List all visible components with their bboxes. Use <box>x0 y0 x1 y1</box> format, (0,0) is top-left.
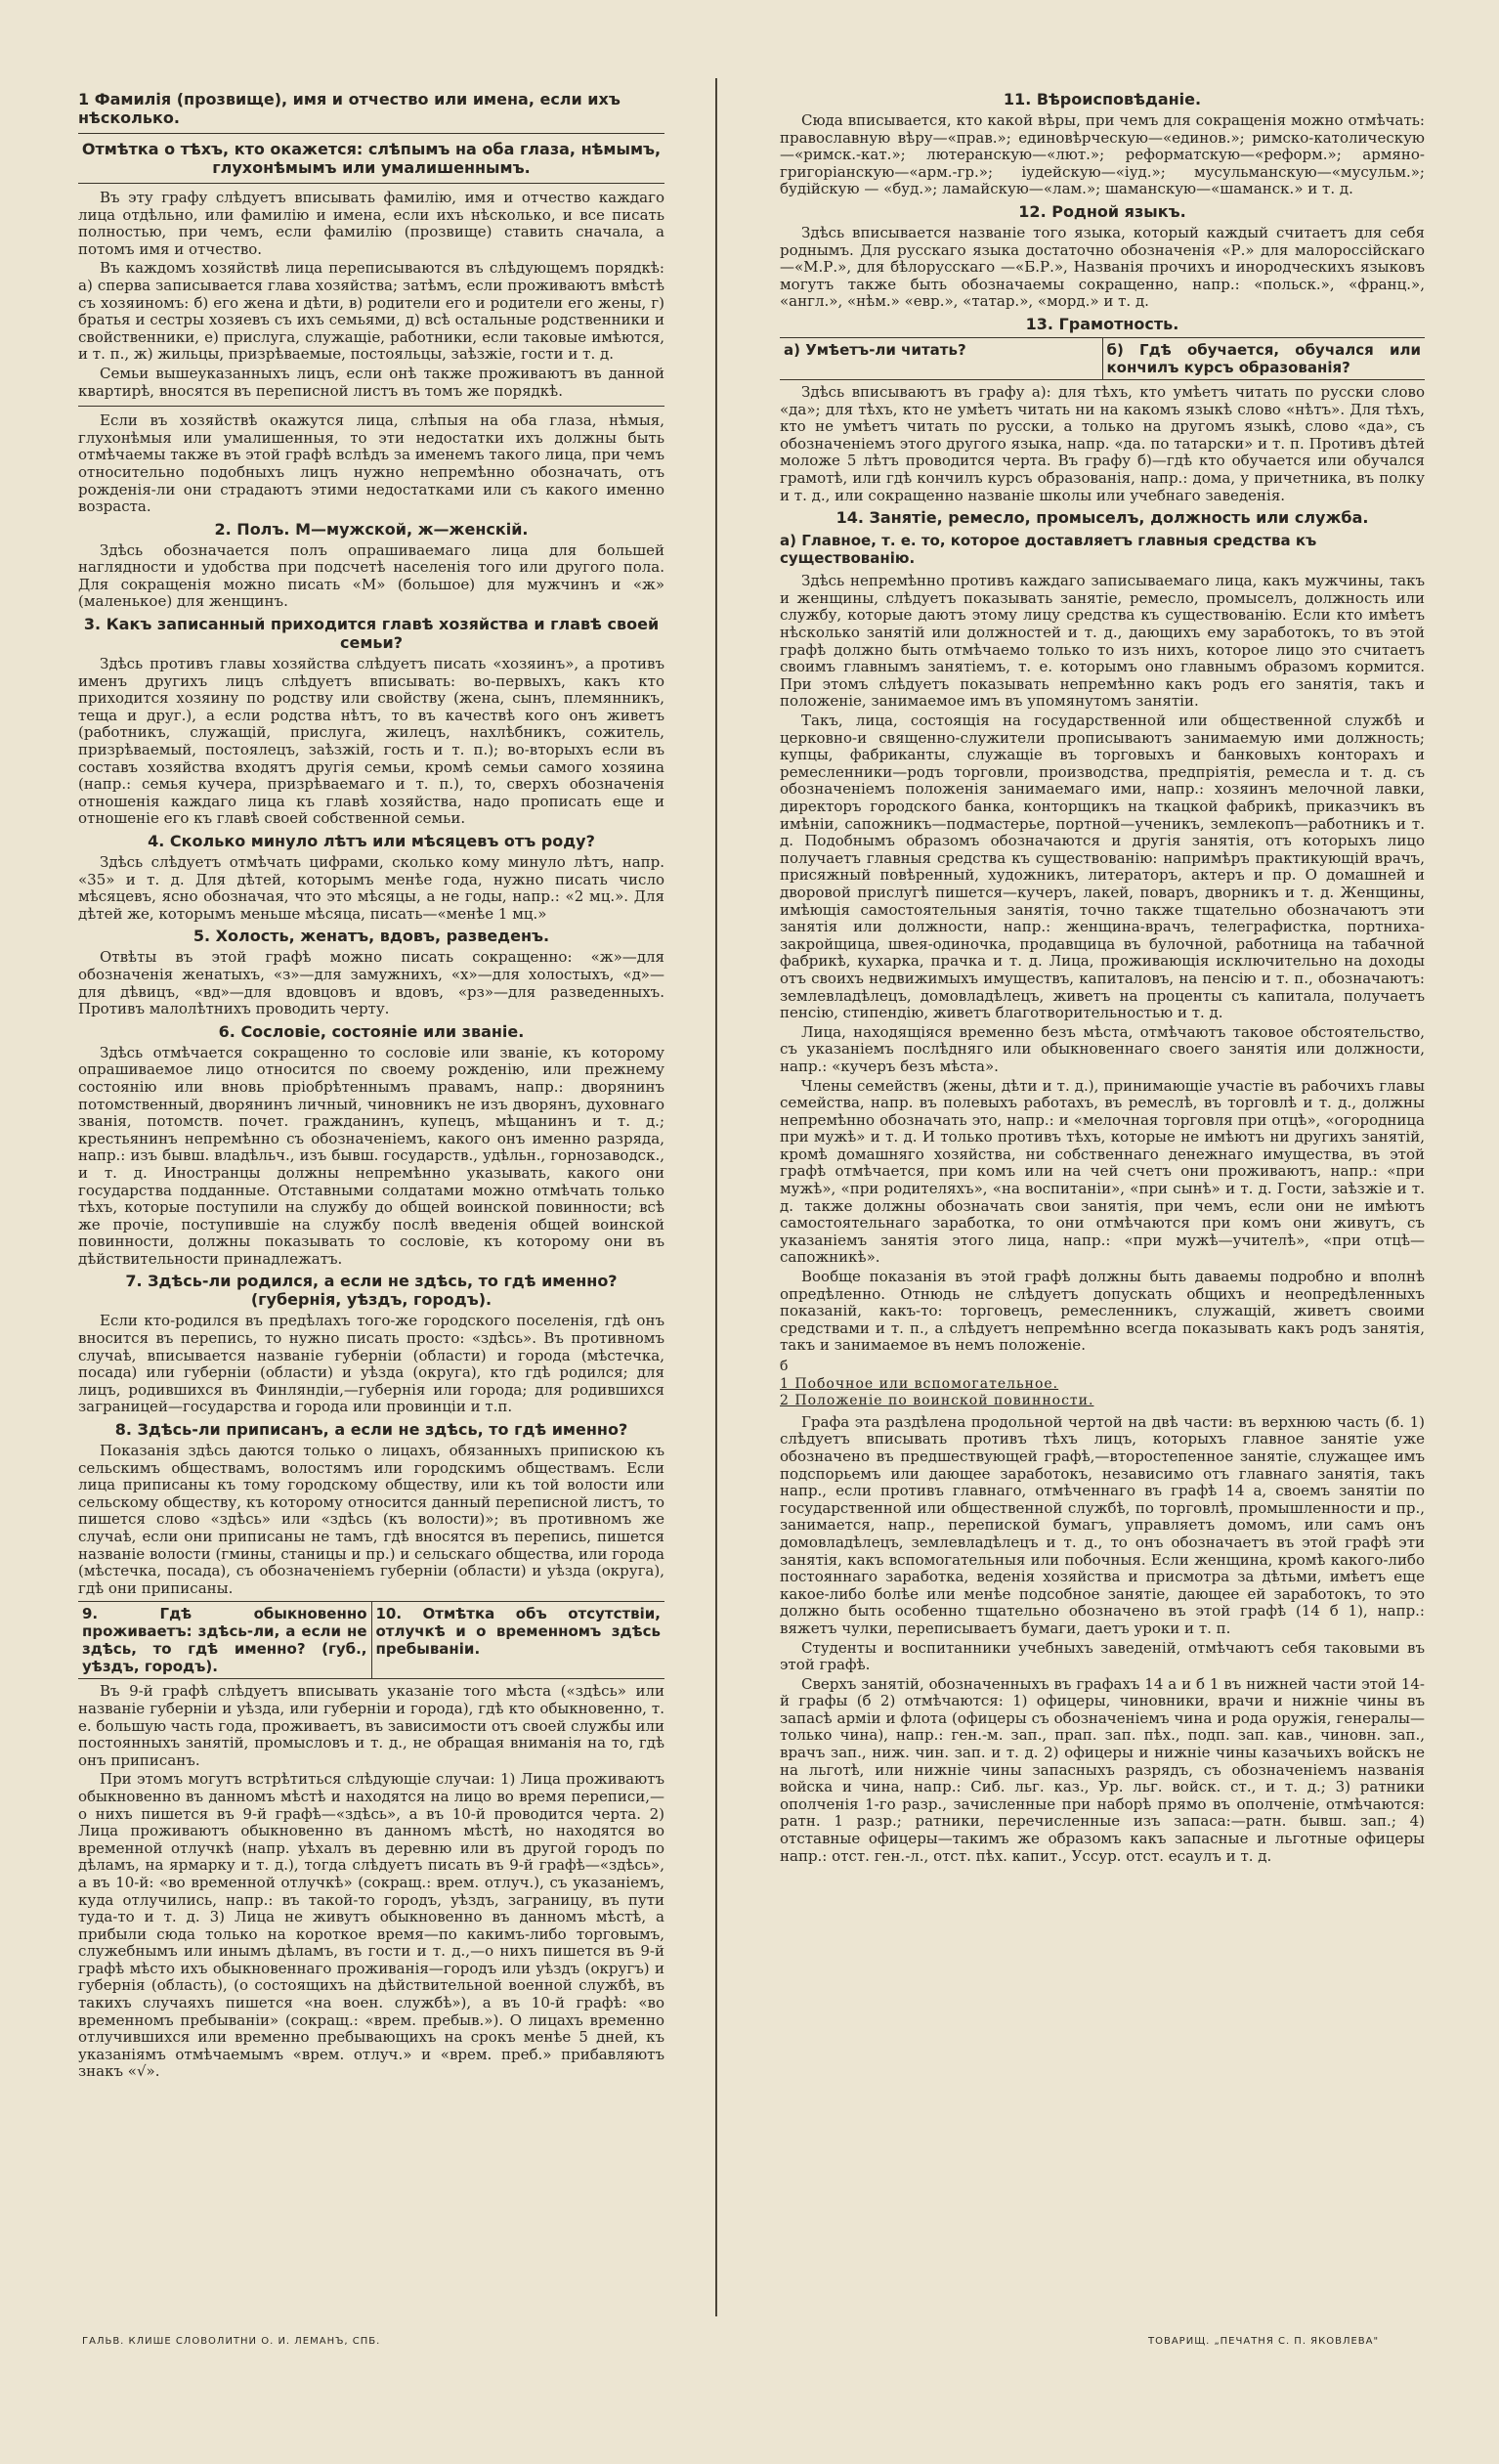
section-14-b2: 2 Положеніе по воинской повинности. <box>780 1393 1094 1409</box>
section-14-b-prefix: б <box>780 1359 790 1374</box>
divider <box>78 406 664 407</box>
printer-credit-right: ТОВАРИЩ. „ПЕЧАТНЯ С. П. ЯКОВЛЕВА" <box>1148 2336 1380 2347</box>
paragraph: При этомъ могутъ встрѣтиться слѣдующіе случаи: 1) Лица проживаютъ обыкновенно въ данномъ мѣстѣ и находятся на лицо во время переписи,—о нихъ пишется въ 9-й графѣ—«здѣсь», а въ 10-й проводится черта. 2) Лица проживаютъ обыкновенно въ данномъ мѣстѣ, но находятся во временной отлучкѣ (напр. уѣхалъ въ деревню или въ другой городъ по дѣламъ, на ярмарку и т. д.), тогда слѣдуетъ писать въ 9-й графѣ—«здѣсь», а въ 10-й: «во временной отлучкѣ» (сокращ.: врем. отлуч.), съ указаніемъ, куда отлучились, напр.: въ такой-то городъ, уѣздъ, заграницу, въ пути туда-то и т. д. 3) Лица не живутъ обыкновенно въ данномъ мѣстѣ, а прибыли сюда только на короткое время—по какимъ-либо торговымъ, служебнымъ или инымъ дѣламъ, въ гости и т. д.,—о нихъ пишется въ 9-й графѣ мѣсто ихъ обыкновеннаго проживанія—городъ или уѣздъ (округъ) и губернія (область), (о состоящихъ на дѣйствительной военной службѣ, въ такихъ случаяхъ пишется «на воен. службѣ»), а въ 10-й графѣ: «во временномъ пребываніи» (сокращ.: «врем. пребыв.»). О лицахъ временно отлучившихся или временно пребывающихъ на срокъ менѣе 5 дней, къ указаніямъ отмѣчаемымъ «врем. отлуч.» и «врем. преб.» прибавляютъ знакъ «√». <box>78 1770 664 2081</box>
paragraph: Здѣсь отмѣчается сокращенно то сословіе или званіе, къ которому опрашиваемое лицо относится по своему рожденію, или прежнему состоянію или вновь пріобрѣтеннымъ правамъ, напр.: дворянинъ потомственный, дворянинъ личный, чиновникъ не изъ дворянъ, духовнаго званія, потомств. почет. гражданинъ, купецъ, мѣщанинъ и т. д.; крестьянинъ непремѣнно съ обозначеніемъ, какого онъ именно разряда, напр.: изъ бывш. владѣльч., изъ бывш. государств., удѣльн., горнозаводск., и т. д. Иностранцы должны непремѣнно указывать, какого они государства подданные. Отставными солдатами можно отмѣчать только тѣхъ, которые поступили на службу до общей воинской повинности; всѣ же прочіе, поступившіе на службу послѣ введенія общей воинской повинности, должны показывать то сословіе, къ которому они въ дѣйствительности принадлежатъ. <box>78 1043 664 1268</box>
column-divider <box>715 78 717 2316</box>
section-13-title: 13. Грамотность. <box>1025 314 1179 333</box>
paragraph: Члены семействъ (жены, дѣти и т. д.), принимающіе участіе въ рабочихъ главы семейства, напр. въ полевыхъ работахъ, въ ремеслѣ, въ торговлѣ и т. д., должны непремѣнно обозначать это, напр.: и «мелочная торговля при отцѣ», «огородница при мужѣ» и т. д. И только противъ тѣхъ, которые не имѣютъ ни другихъ занятій, кромѣ домашняго хозяйства, ни собственнаго денежнаго имущества, въ этой графѣ отмѣчается, при комъ или на чей счетъ они проживаютъ, напр.: «при мужѣ», «при родителяхъ», «на воспитаніи», «при сынѣ» и т. д. Гости, заѣзжіе и т. д. также должны обозначать свои занятія, при чемъ, если они не имѣютъ самостоятельнаго заработка, то они отмѣчаются при комъ они живутъ, съ указаніемъ занятія этого лица, напр.: «при мужѣ—учителѣ», «при отцѣ—сапожникѣ». <box>780 1076 1425 1267</box>
section-2-title: 2. Полъ. М—мужской, ж—женскій. <box>214 519 529 539</box>
paragraph: Здѣсь слѣдуетъ отмѣчать цифрами, сколько кому минуло лѣтъ, напр. «35» и т. д. Для дѣтей, которымъ менѣе года, нужно писать число мѣсяцевъ, ясно обозначая, что это мѣсяцы, а не годы, напр.: «2 мц.». Для дѣтей же, которымъ меньше мѣсяца, писать—«менѣе 1 мц.» <box>78 853 664 923</box>
paragraph: Такъ, лица, состоящія на государственной или общественной службѣ и церковно-и священно-служители прописываютъ занимаемую ими должность; купцы, фабриканты, служащіе въ торговыхъ и банковыхъ конторахъ и ремесленники—родъ торговли, производства, предпріятія, ремесла и т. д. съ обозначеніемъ положенія занимаемаго ими, напр.: хозяинъ мелочной лавки, директоръ городского банка, конторщикъ на ткацкой фабрикѣ, приказчикъ въ имѣніи, сапожникъ—подмастерье, портной—ученикъ, землекопъ—работникъ и т. д. Подобнымъ образомъ обозначаются и другія занятія, отъ которыхъ лицо получаетъ главныя средства къ существованію: напримѣръ практикующій врачъ, присяжный повѣренный, художникъ, литераторъ, актеръ и пр. О домашней и дворовой прислугѣ пишется—кучеръ, лакей, поваръ, дворникъ и т. д. Женщины, имѣющія самостоятельныя занятія, точно также тщательно обозначаютъ эти занятія или должности, напр.: женщина-врачъ, телеграфистка, портниха-закройщица, швея-одиночка, продавщица въ булочной, работница на табачной фабрикѣ, кухарка, прачка и т. д. Лица, проживающія исключительно на доходы отъ своихъ недвижимыхъ имуществъ, капиталовъ, на пенсію и т. п., обозначаютъ: землевладѣлецъ, домовладѣлецъ, живетъ на проценты съ капитала, получаетъ пенсію, стипендію, живетъ благотворительностью и т. д. <box>780 712 1425 1022</box>
paragraph: Вообще показанія въ этой графѣ должны быть даваемы подробно и вполнѣ опредѣленно. Отнюдь не слѣдуетъ допускать общихъ и неопредѣленныхъ показаній, какъ-то: торговецъ, ремесленникъ, служащій, живетъ своими средствами и т. п., а слѣдуетъ непремѣнно всегда показывать какъ родъ занятія, такъ и занимаемое въ немъ положеніе. <box>780 1268 1425 1355</box>
section-14-a: а) Главное, т. е. то, которое доставляетъ главныя средства къ существованію. <box>780 532 1317 567</box>
paragraph: Здѣсь непремѣнно противъ каждаго записываемаго лица, какъ мужчины, такъ и женщины, слѣдуетъ показывать занятіе, ремесло, промыселъ, должность или службу, которые даютъ этому лицу средства къ существованію. Если кто имѣетъ нѣсколько занятій или должностей и т. д., дающихъ ему заработокъ, то въ этой графѣ должно быть отмѣчаемо только то изъ нихъ, которое лицо это считаетъ своимъ главнымъ занятіемъ, т. е. которымъ оно главнымъ образомъ кормится. При этомъ слѣдуетъ показывать непремѣнно какъ родъ его занятія, такъ и положеніе, занимаемое имъ въ упомянутомъ занятіи. <box>780 572 1425 711</box>
paragraph: Здѣсь вписывается названіе того языка, который каждый считаетъ для себя роднымъ. Для русскаго языка достаточно обозначенія «Р.» для малороссійскаго—«М.Р.», для бѣлорусскаго —«Б.Р.», Названія прочихъ и инородческихъ языковъ могутъ также быть обозначаемы сокращенно, напр.: «польск.», «франц.», «англ.», «нѣм.» «евр.», «татар.», «морд.» и т. д. <box>780 223 1425 311</box>
left-column <box>78 86 664 2300</box>
section-14-b1: 1 Побочное или вспомогательное. <box>780 1375 1059 1392</box>
sections-9-10-header <box>78 1601 664 1679</box>
paragraph: Здѣсь обозначается полъ опрашиваемаго лица для большей наглядности и удобства при подсчетѣ населенія того или другого пола. Для сокращенія можно писать «М» (большое) для мужчинъ и «ж» (маленькое) для женщинъ. <box>78 540 664 611</box>
paragraph: Въ каждомъ хозяйствѣ лица переписываются въ слѣдующемъ порядкѣ: а) сперва записывается глава хозяйства; затѣмъ, если проживаютъ вмѣстѣ съ хозяиномъ: б) его жена и дѣти, в) родители его и родители его жены, г) братья и сестры хозяевъ съ ихъ семьями, д) всѣ остальные родственники и свойственники, е) прислуга, служащіе, работники, если таковые имѣются, и т. п., ж) жильцы, призрѣваемые, постояльцы, заѣзжіе, гости и т. д. <box>78 259 664 364</box>
paragraph: Графа эта раздѣлена продольной чертой на двѣ части: въ верхнюю часть (б. 1) слѣдуетъ вписывать противъ тѣхъ лицъ, которыхъ главное занятіе уже обозначено въ предшествующей графѣ,—второстепенное занятіе, служащее имъ подспорьемъ или дающее заработокъ, независимо отъ главнаго занятія, такъ напр., если противъ главнаго, отмѣченнаго въ графѣ 14 а, своемъ занятіи по государственной или общественной службѣ, по торговлѣ, промышленности и пр., занимается, напр., перепиской бумагъ, управляетъ домомъ, или самъ онъ домовладѣлецъ, землевладѣлецъ и т. д., то онъ обозначаетъ въ этой графѣ эти занятія, какъ вспомогательныя или побочныя. Если женщина, кромѣ какого-либо постояннаго заработка, веденія хозяйства и присмотра за дѣтьми, имѣетъ еще какое-либо болѣе или менѣе подсобное занятіе, дающее ей заработокъ, то это должно быть особенно тщательно обозначено въ этой графѣ (14 б 1), напр.: вяжетъ чулки, переписываетъ бумаги, даетъ уроки и т. п. <box>780 1412 1425 1637</box>
paragraph: Если кто-родился въ предѣлахъ того-же городского поселенія, гдѣ онъ вносится въ перепись, то нужно писать просто: «здѣсь». Въ противномъ случаѣ, вписывается названіе губерніи (области) и города (мѣстечка, посада) или губерніи (области) и уѣзда (округа), кто гдѣ родился; для лицъ, родившихся въ Финляндіи,—губернія или города; для родившихся заграницей—государства и города или провинціи и т.п. <box>78 1312 664 1416</box>
paragraph: Сверхъ занятій, обозначенныхъ въ графахъ 14 а и б 1 въ нижней части этой 14-й графы (б 2) отмѣчаются: 1) офицеры, чиновники, врачи и нижніе чины въ запасѣ арміи и флота (офицеры съ обозначеніемъ чина и рода оружія, генералы—только чина), напр.: ген.-м. зап., прап. зап. пѣх., подп. зап. кав., чиновн. зап., врачъ зап., ниж. чин. зап. и т. д. 2) офицеры и нижніе чины казачьихъ войскъ не на льготѣ, или нижніе чины запасныхъ разрядъ, съ обозначеніемъ названія войска и чина, напр.: Сиб. льг. каз., Ур. льг. войск. ст., и т. д.; 3) ратники ополченія 1-го разр., зачисленные при наборѣ прямо въ ополченіе, отмѣчаются: ратн. 1 разр.; ратники, перечисленные изъ запаса:—ратн. бывш. зап.; 4) отставные офицеры—такимъ же образомъ какъ запасные и льготные офицеры напр.: отст. ген.-л., отст. пѣх. капит., Уссур. отст. есаулъ и т. д. <box>780 1674 1425 1865</box>
paragraph: Студенты и воспитанники учебныхъ заведеній, отмѣчаютъ себя таковыми въ этой графѣ. <box>780 1638 1425 1674</box>
section-7-title: 7. Здѣсь-ли родился, а если не здѣсь, то гдѣ именно? (губернія, уѣздъ, городъ). <box>125 1272 618 1310</box>
section-13-columns <box>780 337 1425 380</box>
paragraph: Здѣсь противъ главы хозяйства слѣдуетъ писать «хозяинъ», а противъ именъ другихъ лицъ слѣдуетъ вписывать: во-первыхъ, какъ кто приходится хозяину по родству или свойству (жена, сынъ, племянникъ, теща и друг.), а если родства нѣтъ, то въ качествѣ кого онъ живетъ (работникъ, служащій, прислуга, жилецъ, нахлѣбникъ, сожитель, призрѣваемый, постоялецъ, заѣзжій, гость и т. п.); во-вторыхъ если въ составъ хозяйства входятъ другія семьи, кромѣ семьи самого хозяина (напр.: семья кучера, призрѣваемаго и т. п.), то, сверхъ обозначенія отношенія каждаго лица къ главѣ хозяйства, надо прописать еще и отношеніе его къ главѣ своей собственной семьи. <box>78 655 664 828</box>
section-13-b: б) Гдѣ обучается, обучался или кончилъ курсъ образованія? <box>1102 338 1426 379</box>
paragraph: Семьи вышеуказанныхъ лицъ, если онѣ также проживаютъ въ данной квартирѣ, вносятся въ переписной листъ въ томъ же порядкѣ. <box>78 364 664 400</box>
section-1-subtitle: Отмѣтка о тѣхъ, кто окажется: слѣпымъ на оба глаза, нѣмымъ, глухонѣмымъ или умалишеннымъ. <box>81 140 662 177</box>
section-10-title: 10. Отмѣтка объ отсутствіи, отлучкѣ и о временномъ здѣсь пребываніи. <box>371 1602 665 1678</box>
right-column <box>780 86 1425 2300</box>
printer-credit-left: ГАЛЬВ. КЛИШЕ СЛОВОЛИТНИ О. И. ЛЕМАНЪ, СПБ. <box>82 2336 381 2347</box>
section-13-a: а) Умѣетъ-ли читать? <box>784 340 966 359</box>
paragraph: Если въ хозяйствѣ окажутся лица, слѣпыя на оба глаза, нѣмыя, глухонѣмыя или умалишенныя, то эти недостатки ихъ должны быть отмѣчаемы также въ этой графѣ вслѣдъ за именемъ такого лица, при чемъ относительно подобныхъ лицъ нужно непремѣнно обозначать, отъ рожденія-ли они страдаютъ этими недостатками или съ какого именно возраста. <box>78 411 664 516</box>
section-3-title: 3. Какъ записанный приходится главѣ хозяйства и главѣ своей семьи? <box>83 615 660 653</box>
paragraph: Показанія здѣсь даются только о лицахъ, обязанныхъ припискою къ сельскимъ обществамъ, волостямъ или городскимъ обществамъ. Если лица приписаны къ тому городскому обществу, или къ той волости или сельскому обществу, къ которому относится данный переписной листъ, то пишется слово «здѣсь» или «здѣсь (къ волости)»; въ противномъ же случаѣ, если они приписаны не тамъ, гдѣ вносятся въ перепись, пишется названіе волости (гмины, станицы и пр.) и сельскаго общества, или города (мѣстечка, посада), съ обозначеніемъ губерніи (области) и уѣзда (округа), гдѣ они приписаны. <box>78 1442 664 1597</box>
paragraph: Здѣсь вписываютъ въ графу а): для тѣхъ, кто умѣетъ читать по русски слово «да»; для тѣхъ, кто не умѣетъ читать ни на какомъ языкѣ слово «нѣтъ». Для тѣхъ, кто не умѣетъ читать по русски, а только на другомъ языкѣ, слово «да», съ обозначеніемъ этого другого языка, напр. «да. по татарски» и т. п. Противъ дѣтей моложе 5 лѣтъ проводится черта. Въ графу б)—гдѣ кто обучается или обучался грамотѣ, или гдѣ кончилъ курсъ образованія, напр.: дома, у причетника, въ полку и т. д., или сокращенно названіе школы или учебнаго заведенія. <box>780 382 1425 504</box>
section-6-title: 6. Сословіе, состояніе или званіе. <box>218 1021 525 1041</box>
paragraph: Лица, находящіяся временно безъ мѣста, отмѣчаютъ таковое обстоятельство, съ указаніемъ послѣдняго или обыкновеннаго своего занятія или должности, напр.: «кучеръ безъ мѣста». <box>780 1022 1425 1075</box>
section-14-b <box>780 1359 1425 1410</box>
divider <box>78 183 664 184</box>
paragraph: Въ 9-й графѣ слѣдуетъ вписывать указаніе того мѣста («здѣсь» или названіе губерніи и уѣзда, или губерніи и города), гдѣ кто обыкновенно, т. е. большую часть года, проживаетъ, въ зависимости отъ своей службы или постоянныхъ занятій, промысловъ и т. д., не обращая вниманія на то, гдѣ онъ приписанъ. <box>78 1682 664 1769</box>
paragraph: Сюда вписывается, кто какой вѣры, при чемъ для сокращенія можно отмѣчать: православную вѣру—«прав.»; единовѣрческую—«единов.»; римско-католическую—«римск.-кат.»; лютеранскую—«лют.»; реформатскую—«реформ.»; армяно-григоріанскую—«арм.-гр.»; іудейскую—«іуд.»; мусульманскую—«мусульм.»; будійскую — «буд.»; ламайскую—«лам.»; шаманскую—«шаманск.» и т. д. <box>780 111 1425 198</box>
section-11-title: 11. Вѣроисповѣданіе. <box>1003 90 1202 108</box>
paragraph: Отвѣты въ этой графѣ можно писать сокращенно: «ж»—для обозначенія женатыхъ, «з»—для замужнихъ, «х»—для холостыхъ, «д»—для дѣвицъ, «вд»—для вдовцовъ и вдовъ, «рз»—для разведенныхъ. Противъ малолѣтнихъ проводить черту. <box>78 948 664 1018</box>
section-12-title: 12. Родной языкъ. <box>1018 201 1186 221</box>
section-1-title: 1 Фамилія (прозвище), имя и отчество или имена, если ихъ нѣсколько. <box>78 90 621 127</box>
divider <box>78 133 664 134</box>
section-4-title: 4. Сколько минуло лѣтъ или мѣсяцевъ отъ роду? <box>148 832 595 850</box>
section-9-title: 9. Гдѣ обыкновенно проживаетъ: здѣсь-ли, а если не здѣсь, то гдѣ именно? (губ., уѣздъ, городъ). <box>82 1605 367 1676</box>
section-5-title: 5. Холость, женатъ, вдовъ, разведенъ. <box>193 927 550 946</box>
section-8-title: 8. Здѣсь-ли приписанъ, а если не здѣсь, то гдѣ именно? <box>114 1420 628 1440</box>
paragraph: Въ эту графу слѣдуетъ вписывать фамилію, имя и отчество каждаго лица отдѣльно, или фамилію и имена, если ихъ нѣсколько, и все писать полностью, при чемъ, если фамилію (прозвище) ставить сначала, а потомъ имя и отчество. <box>78 189 664 258</box>
section-14-title: 14. Занятіе, ремесло, промыселъ, должность или служба. <box>835 508 1369 528</box>
